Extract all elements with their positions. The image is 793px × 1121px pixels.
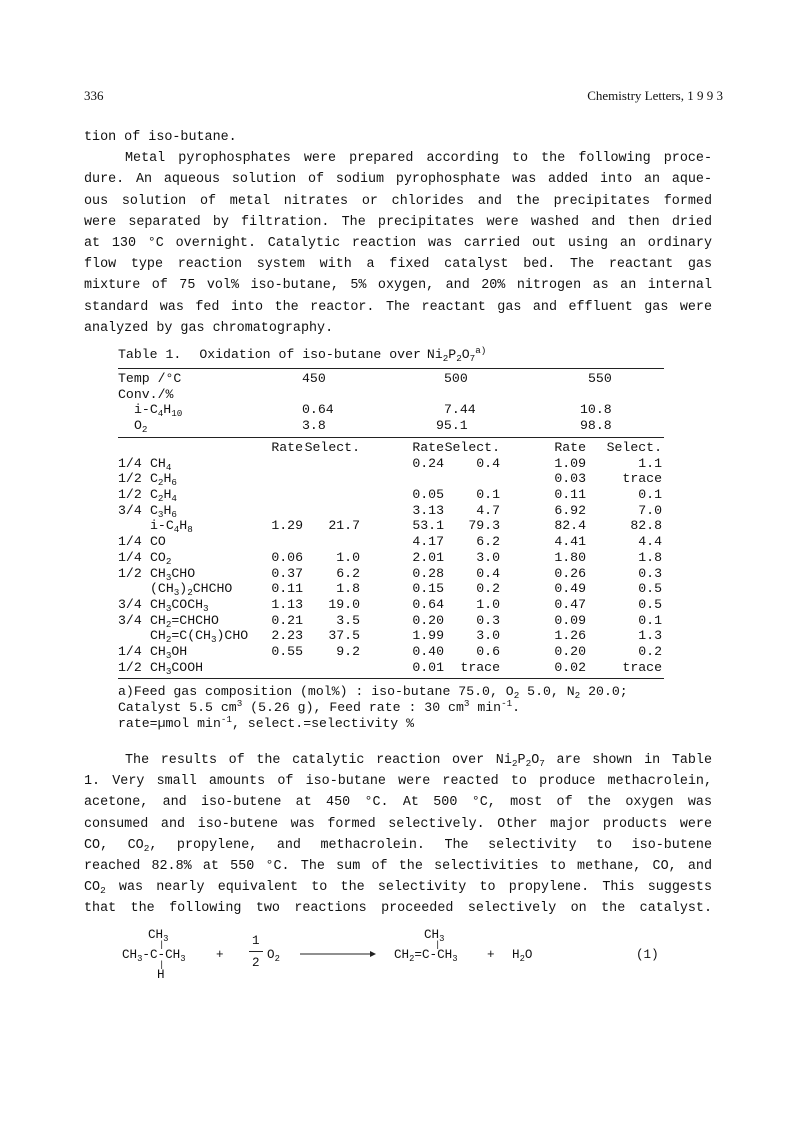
rate-550: 0.49	[554, 581, 586, 597]
select-500: 3.0	[476, 628, 500, 644]
eq-frac-bar	[249, 951, 263, 952]
eq-isobutane: $CH_3-C-CH_3$	[122, 948, 186, 964]
col-select: Select.	[444, 440, 500, 455]
text-line: Metal pyrophosphates were prepared according to the following proce-	[125, 151, 712, 167]
conv-value: 95.1	[436, 418, 468, 434]
eq-frac-num: 1	[252, 934, 260, 948]
table-row	[118, 456, 664, 472]
temp-450: 450	[302, 371, 326, 386]
conv-row-label: $i-C_4H_{10}$	[134, 402, 183, 420]
text-line: mixture of 75 vol% iso-butane, 5% oxygen, and 20% nitrogen as an internal	[84, 278, 712, 294]
rate-450: 2.23	[271, 628, 303, 644]
select-500: 1.0	[476, 596, 500, 612]
temp-label: Temp /°C	[118, 371, 182, 386]
product-name: $C_2H_4$	[150, 487, 177, 505]
table-row	[118, 644, 664, 660]
eq-bond: |	[159, 940, 165, 950]
footnote-line: rate=µmol $\min^{-1}$, select.=selectivity %	[118, 714, 415, 731]
select-450: 21.7	[328, 518, 360, 534]
products-block	[118, 440, 664, 675]
product-name: $C_3H_6$	[150, 502, 177, 520]
table-bottom-rule	[118, 678, 664, 679]
col-select: Select.	[606, 440, 662, 455]
footnote-line: Catalyst 5.5 $cm^3$ (5.26 g), Feed rate : 30 $cm^3$ $\min^{-1}$.	[118, 698, 521, 715]
product-name: $CH_2=CHCHO$	[150, 612, 219, 630]
rate-550: 82.4	[554, 518, 586, 534]
table-row	[118, 371, 664, 387]
eq-plus: +	[487, 948, 495, 962]
select-450: 19.0	[328, 596, 360, 612]
text-line: 1. Very small amounts of iso-butane were reacted to produce methacrolein,	[84, 774, 712, 790]
select-450: 1.0	[336, 549, 360, 565]
rate-500: 0.24	[412, 455, 444, 471]
table-footnote	[118, 684, 628, 732]
journal-header: Chemistry Letters, 1 9 9 3	[587, 88, 723, 103]
product-name: CO	[150, 534, 166, 550]
product-factor: 3/4	[118, 502, 142, 518]
select-550: 4.4	[638, 534, 662, 550]
col-rate: Rate	[271, 440, 303, 455]
product-factor: 1/4	[118, 549, 142, 565]
select-450: 37.5	[328, 628, 360, 644]
select-550: 0.5	[638, 581, 662, 597]
table-row	[118, 660, 664, 676]
table-row	[118, 566, 664, 582]
eq-plus: +	[216, 948, 224, 962]
table-row	[118, 518, 664, 534]
table-row	[118, 471, 664, 487]
eq-water: $H_2O$	[512, 948, 533, 964]
rate-500: 0.01	[412, 659, 444, 675]
select-500: 0.4	[476, 455, 500, 471]
rate-450: 0.06	[271, 549, 303, 565]
text-line: The results of the catalytic reaction over $Ni_2P_2O_7$ are shown in Table	[125, 753, 713, 769]
reaction-arrow-icon	[300, 950, 376, 958]
select-550: 0.3	[638, 565, 662, 581]
select-450: 9.2	[336, 643, 360, 659]
select-450: 6.2	[336, 565, 360, 581]
select-550: trace	[622, 471, 662, 487]
eq-bond: |	[159, 960, 165, 970]
rate-550: 0.47	[554, 596, 586, 612]
conv-row-label: $O_2$	[134, 418, 148, 436]
text-line: standard was fed into the reactor. The reactant gas and effluent gas were	[84, 299, 712, 315]
table-mid-rule	[118, 437, 664, 438]
rate-550: 1.80	[554, 549, 586, 565]
product-name: $CH_2=C(CH_3)CHO$	[150, 628, 249, 646]
product-name: $i-C_4H_8$	[150, 518, 193, 536]
temp-550: 550	[588, 371, 612, 386]
eq-bond: |	[435, 940, 441, 950]
select-550: 1.8	[638, 549, 662, 565]
rate-450: 0.11	[271, 581, 303, 597]
select-550: 1.3	[638, 628, 662, 644]
rate-500: 0.20	[412, 612, 444, 628]
text-line: dure. An aqueous solution of sodium pyrophosphate was added into an aque-	[84, 172, 712, 188]
select-450: 3.5	[336, 612, 360, 628]
rate-500: 0.64	[412, 596, 444, 612]
text-line: CO, $CO_2$, propylene, and methacrolein. The selectivity to iso-butene	[84, 837, 712, 854]
footnote-line: a)Feed gas composition (mol%) : iso-butane 75.0, $O_2$ 5.0, $N_2$ 20.0;	[118, 684, 628, 701]
select-500: 79.3	[468, 518, 500, 534]
table-row	[118, 550, 664, 566]
footnote-marker: a)	[475, 345, 487, 356]
rate-500: 1.99	[412, 628, 444, 644]
select-550: 1.1	[638, 455, 662, 471]
rate-500: 2.01	[412, 549, 444, 565]
table-label: Table 1.	[118, 347, 182, 362]
text-line: $CO_2$ was nearly equivalent to the selectivity to propylene. This suggests	[84, 880, 712, 897]
col-rate: Rate	[554, 440, 586, 455]
table-caption	[118, 347, 486, 362]
rate-500: 53.1	[412, 518, 444, 534]
temp-500: 500	[444, 371, 468, 386]
intro-paragraph	[84, 127, 712, 339]
rate-550: 0.09	[554, 612, 586, 628]
rate-450: 1.13	[271, 596, 303, 612]
page-number: 336	[84, 88, 104, 103]
conv-value: 3.8	[302, 418, 326, 434]
conv-value: 98.8	[580, 418, 612, 434]
rate-450: 0.55	[271, 643, 303, 659]
product-name: $CH_4$	[150, 455, 172, 473]
table-row	[118, 597, 664, 613]
product-name: $CH_3OH$	[150, 643, 188, 661]
conv-value: 7.44	[444, 402, 476, 418]
col-rate: Rate	[412, 440, 444, 455]
rate-500: 0.28	[412, 565, 444, 581]
rate-550: 4.41	[554, 534, 586, 550]
product-factor: 1/2	[118, 471, 142, 487]
eq-left-methyl: $CH_3$	[148, 928, 169, 944]
text-line: tion of iso-butane.	[84, 130, 237, 145]
text-line: that the following two reactions proceeded selectively on the catalyst.	[84, 901, 712, 917]
rate-550: 0.11	[554, 487, 586, 503]
col-select: Select.	[304, 440, 360, 455]
table-header-row	[118, 440, 664, 456]
product-factor: 1/4	[118, 534, 142, 550]
select-550: 82.8	[630, 518, 662, 534]
rate-550: 6.92	[554, 502, 586, 518]
text-line: ous solution of metal nitrates or chlorides and the precipitates formed	[84, 193, 712, 209]
product-factor: 1/2	[118, 487, 142, 503]
table-row	[118, 402, 664, 418]
rate-450: 0.37	[271, 565, 303, 581]
product-name: $CH_3CHO$	[150, 565, 196, 583]
rate-500: 3.13	[412, 502, 444, 518]
conv-value: 10.8	[580, 402, 612, 418]
rate-550: 0.03	[554, 471, 586, 487]
rate-500: 0.40	[412, 643, 444, 659]
text-line: flow type reaction system with a fixed catalyst bed. The reactant gas	[84, 257, 712, 273]
select-550: 0.1	[638, 487, 662, 503]
select-500: 0.3	[476, 612, 500, 628]
select-550: 0.5	[638, 596, 662, 612]
eq-hydrogen: H	[157, 968, 165, 982]
text-line: consumed and iso-butene was formed selectively. Other major products were	[84, 816, 712, 832]
results-paragraph	[84, 750, 712, 920]
table-catalyst: $Ni_2P_2O_7$	[426, 347, 476, 364]
conv-value: 0.64	[302, 402, 334, 418]
product-name: $CO_2$	[150, 549, 172, 567]
rate-550: 0.02	[554, 659, 586, 675]
eq-number: (1)	[636, 948, 659, 962]
table-row	[118, 487, 664, 503]
table-row	[118, 387, 664, 403]
product-factor: 1/2	[118, 565, 142, 581]
eq-right-methyl: $CH_3$	[424, 928, 445, 944]
product-name: $(CH_3)_2CHCHO$	[150, 581, 233, 599]
table-title: Oxidation of iso-butane over	[199, 347, 421, 362]
eq-frac-den: 2	[252, 956, 260, 970]
table-row	[118, 613, 664, 629]
select-450: 1.8	[336, 581, 360, 597]
select-550: 7.0	[638, 502, 662, 518]
text-line: at 130 °C overnight. Catalytic reaction was carried out using an ordinary	[84, 235, 712, 251]
text-line: analyzed by gas chromatography.	[84, 320, 334, 336]
text-line: were separated by filtration. The precipitates were washed and then dried	[84, 214, 712, 230]
select-500: trace	[460, 659, 500, 675]
rate-550: 0.26	[554, 565, 586, 581]
product-name: $CH_3COOH$	[150, 659, 204, 677]
rate-450: 1.29	[271, 518, 303, 534]
table-top-rule	[118, 368, 664, 369]
rate-550: 1.09	[554, 455, 586, 471]
eq-isobutene: $CH_2=C-CH_3$	[394, 948, 458, 964]
text-line: acetone, and iso-butene at 450 °C. At 500 °C, most of the oxygen was	[84, 795, 712, 811]
product-name: $C_2H_6$	[150, 471, 177, 489]
text-line: reached 82.8% at 550 °C. The sum of the selectivities to methane, CO, and	[84, 858, 712, 874]
table-row	[118, 581, 664, 597]
rate-550: 0.20	[554, 643, 586, 659]
select-500: 0.1	[476, 487, 500, 503]
product-factor: 3/4	[118, 596, 142, 612]
select-500: 0.6	[476, 643, 500, 659]
rate-450: 0.21	[271, 612, 303, 628]
rate-550: 1.26	[554, 628, 586, 644]
select-550: trace	[622, 659, 662, 675]
table-row	[118, 418, 664, 434]
select-500: 4.7	[476, 502, 500, 518]
select-500: 6.2	[476, 534, 500, 550]
select-550: 0.1	[638, 612, 662, 628]
table-row	[118, 628, 664, 644]
product-factor: 3/4	[118, 612, 142, 628]
conversion-block	[118, 371, 664, 434]
table-row	[118, 534, 664, 550]
product-factor: 1/4	[118, 455, 142, 471]
product-name: $CH_3COCH_3$	[150, 596, 209, 614]
select-500: 3.0	[476, 549, 500, 565]
conv-label: Conv./%	[118, 386, 174, 402]
product-factor: 1/2	[118, 659, 142, 675]
table-row	[118, 503, 664, 519]
product-factor: 1/4	[118, 643, 142, 659]
select-500: 0.2	[476, 581, 500, 597]
rate-500: 0.05	[412, 487, 444, 503]
select-550: 0.2	[638, 643, 662, 659]
eq-oxygen: $O_2$	[267, 948, 280, 964]
select-500: 0.4	[476, 565, 500, 581]
rate-500: 4.17	[412, 534, 444, 550]
rate-500: 0.15	[412, 581, 444, 597]
